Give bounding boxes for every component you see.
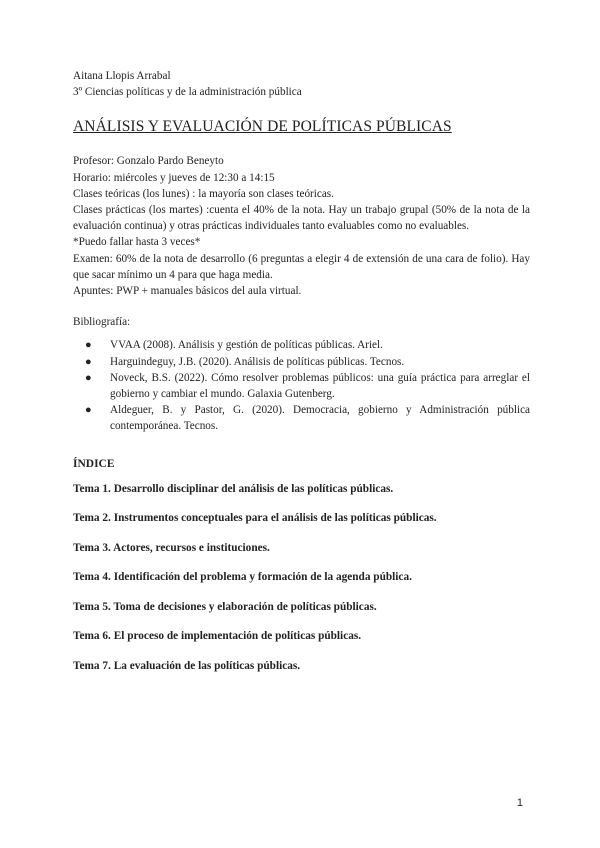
bibliografia-item: Harguindeguy, J.B. (2020). Análisis de políticas públicas. Tecnos. [110, 355, 405, 368]
tema-2: Tema 2. Instrumentos conceptuales para el análisis de las políticas públicas. [73, 512, 437, 525]
list-item [85, 337, 530, 353]
teoricas-line: Clases teóricas (los lunes) : la mayoría son clases teóricas. [73, 187, 334, 200]
tema-5: Tema 5. Toma de decisiones y elaboración de políticas públicas. [73, 600, 377, 613]
page-number: 1 [516, 797, 523, 809]
document-page [73, 68, 530, 687]
list-item [85, 354, 530, 370]
bibliografia-label: Bibliografía: [73, 316, 131, 329]
document-title: ANÁLISIS Y EVALUACIÓN DE POLÍTICAS PÚBLICAS [73, 118, 452, 136]
indice-title: ÍNDICE [73, 457, 115, 470]
bibliografia-item: Noveck, B.S. (2022). Cómo resolver problemas públicos: una guía práctica para arreglar el gobierno y cambiar el mundo. Galaxia Gutenberg. [110, 371, 530, 401]
list-item [85, 402, 530, 434]
tema-4: Tema 4. Identificación del problema y formación de la agenda pública. [73, 571, 412, 584]
tema-7: Tema 7. La evaluación de las políticas públicas. [73, 659, 301, 672]
bullet-icon: ● [85, 404, 92, 417]
bibliografia-item: Aldeguer, B. y Pastor, G. (2020). Democracia, gobierno y Administración pública contemporánea. Tecnos. [110, 404, 530, 433]
bullet-icon: ● [85, 355, 92, 368]
tema-6: Tema 6. El proceso de implementación de políticas públicas. [73, 630, 362, 643]
bibliografia-list [73, 337, 530, 434]
tema-1: Tema 1. Desarrollo disciplinar del análisis de las políticas públicas. [73, 482, 394, 495]
profesor-line: Profesor: Gonzalo Pardo Beneyto [73, 155, 224, 168]
list-item [85, 370, 530, 402]
bullet-icon: ● [85, 339, 92, 352]
bibliografia-item: VVAA (2008). Análisis y gestión de políticas públicas. Ariel. [110, 339, 383, 352]
horario-line: Horario: miércoles y jueves de 12:30 a 14:15 [73, 171, 275, 184]
fallar-line: *Puedo fallar hasta 3 veces* [73, 236, 201, 249]
bullet-icon: ● [85, 371, 92, 384]
apuntes-line: Apuntes: PWP + manuales básicos del aula virtual. [73, 285, 302, 298]
examen-line: Examen: 60% de la nota de desarrollo (6 preguntas a elegir 4 de extensión de una cara de folio). Hay que sacar mínimo un 4 para que haga media. [73, 252, 530, 281]
tema-3: Tema 3. Actores, recursos e instituciones. [73, 541, 270, 554]
practicas-line: Clases prácticas (los martes) :cuenta el 40% de la nota. Hay un trabajo grupal (50% de la nota de la evaluación continua) y otras prácticas individuales tanto evaluables como no evaluables. [73, 204, 530, 233]
author-name: Aitana Llopis Arrabal [73, 70, 171, 82]
course-name: 3º Ciencias políticas y de la administración pública [73, 86, 302, 99]
